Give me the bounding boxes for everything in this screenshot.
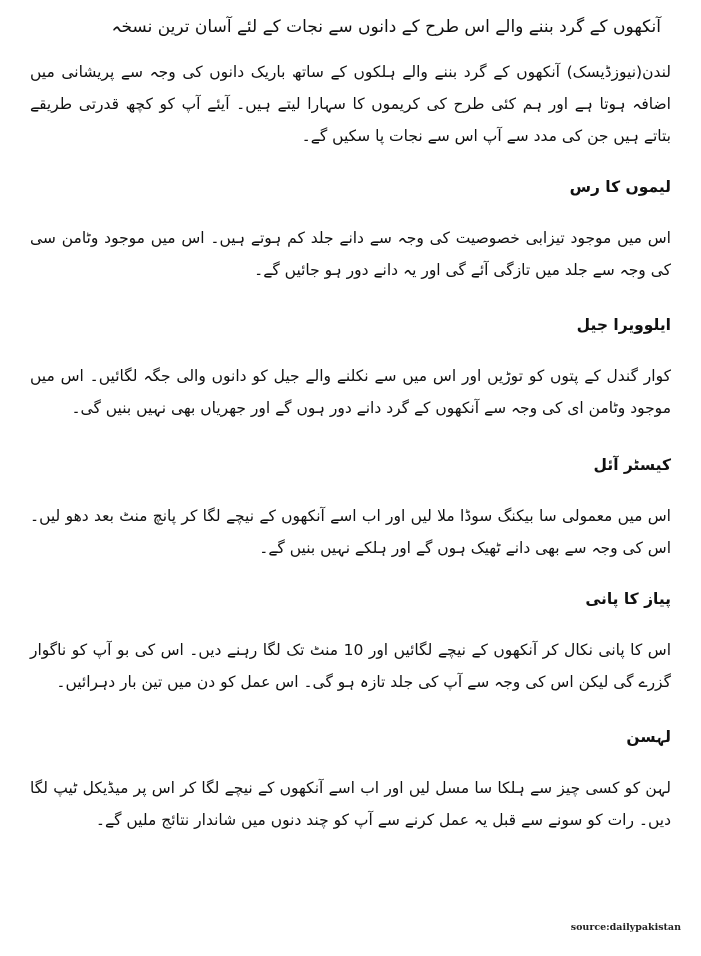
section-heading-garlic: لہسن: [626, 728, 671, 746]
section-heading-castor-oil: کیسٹر آئل: [593, 456, 671, 474]
section-heading-aloe-vera: ایلوویرا جیل: [576, 316, 671, 334]
section-body-castor-oil: اس میں معمولی سا بیکنگ سوڈا ملا لیں اور اب اسے آنکھوں کے نیچے لگا کر پانچ منٹ بعد دھو لیں۔ اس کی وجہ سے بھی دانے ٹھیک ہوں گے اور ہلکے نہیں بنیں گے۔: [30, 507, 671, 557]
source-credit: source:dailypakistan: [570, 922, 681, 933]
section-body-lemon-juice: اس میں موجود تیزابی خصوصیت کی وجہ سے دانے جلد کم ہوتے ہیں۔ اس میں موجود وٹامن سی کی وجہ سے جلد میں تازگی آئے گی اور یہ دانے دور ہو جائیں گے۔: [30, 229, 671, 279]
section-heading-onion-water: پیاز کا پانی: [585, 590, 671, 608]
article-title: آنکھوں کے گرد بننے والے اس طرح کے دانوں سے نجات کے لئے آسان ترین نسخہ: [111, 17, 661, 37]
section-body-aloe-vera: کوار گندل کے پتوں کو توڑیں اور اس میں سے نکلنے والے جیل کو دانوں والی جگہ لگائیں۔ اس میں موجود وٹامن ای کی وجہ سے آنکھوں کے گرد دانے دور ہوں گے اور جھریاں بھی نہیں بنیں گی۔: [30, 367, 671, 417]
section-body-garlic: لہن کو کسی چیز سے ہلکا سا مسل لیں اور اب اسے آنکھوں کے نیچے لگا کر اس پر میڈیکل ٹیپ لگا دیں۔ رات کو سونے سے قبل یہ عمل کرنے سے آپ کو چند دنوں میں شاندار نتائج ملیں گے۔: [30, 779, 671, 829]
article-intro: لندن(نیوزڈیسک) آنکھوں کے گرد بننے والے ہلکوں کے ساتھ باریک دانوں کی وجہ سے پریشانی میں اضافہ ہوتا ہے اور ہم کئی طرح کی کریموں کا سہارا لیتے ہیں۔ آیئے آپ کو کچھ قدرتی طریقے بتاتے ہیں جن کی مدد سے آپ اس سے نجات پا سکیں گے۔: [30, 63, 671, 145]
section-body-onion-water: اس کا پانی نکال کر آنکھوں کے نیچے لگائیں اور 10 منٹ تک لگا رہنے دیں۔ اس کی بو آپ کو ناگوار گزرے گی لیکن اس کی وجہ سے آپ کی جلد تازہ ہو گی۔ اس عمل کو دن میں تین بار دہرائیں۔: [30, 641, 671, 691]
section-heading-lemon-juice: لیموں کا رس: [569, 178, 671, 196]
